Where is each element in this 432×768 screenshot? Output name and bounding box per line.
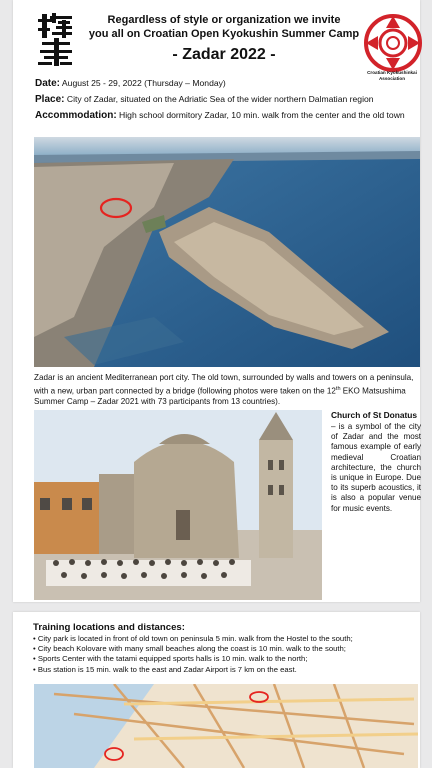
place-value: City of Zadar, situated on the Adriatic Sea of the wider northern Dalmatian region	[64, 94, 374, 104]
association-name: Croatian Kyokushinkai Association	[367, 70, 417, 81]
group-photo-st-donatus	[34, 410, 322, 600]
city-map	[34, 684, 418, 768]
heading-line-1: Regardless of style or organization we invite	[107, 14, 341, 26]
place-line	[35, 94, 425, 105]
donatus-description: – is a symbol of the city of Zadar and the most famous example of early medieval Croatian architecture, the church is unique in Europe. Due to its superb acoustics, it is also a popular venue for music events.	[331, 422, 421, 513]
aerial-photo-zadar	[34, 137, 420, 367]
date-label: Date:	[35, 78, 61, 89]
flyer-page-2	[13, 612, 420, 768]
kyokushin-kanji-logo	[38, 12, 74, 70]
list-item: • City park is located in front of old town on peninsula 5 min. walk from the Hostel to the south;	[33, 634, 417, 644]
kyokushin-kanku-logo	[364, 14, 422, 72]
training-list	[33, 634, 417, 675]
date-line	[35, 78, 425, 89]
invitation-heading	[85, 13, 363, 66]
heading-line-2: you all on Croatian Open Kyokushin Summer Camp	[88, 28, 360, 40]
accommodation-label: Accommodation:	[35, 110, 117, 121]
list-item: • Bus station is 15 min. walk to the east and Zadar Airport is 7 km on the east.	[33, 665, 417, 675]
city-description: Zadar is an ancient Mediterranean port city. The old town, surrounded by walls and towers on a peninsula, with a new, urban part connected by a bridge (following photos were taken on the 12th EKO Matsushima Summer Camp – Zadar 2021 with 73 participants from 13 countries).	[34, 373, 414, 406]
training-title: Training locations and distances:	[33, 622, 185, 633]
date-value: August 25 - 29, 2022 (Thursday – Monday)	[60, 78, 226, 88]
accommodation-value: High school dormitory Zadar, 10 min. walk from the center and the old town	[116, 110, 405, 120]
event-title: - Zadar 2022 -	[172, 46, 276, 63]
list-item: • City beach Kolovare with many small beaches along the coast is 10 min. walk to the south;	[33, 644, 417, 654]
list-item: • Sports Center with the tatami equipped sports halls is 10 min. walk to the north;	[33, 654, 417, 664]
flyer-page-1	[13, 0, 420, 602]
donatus-title: Church of St Donatus	[331, 410, 418, 420]
place-label: Place:	[35, 94, 65, 105]
accommodation-line	[35, 110, 425, 121]
